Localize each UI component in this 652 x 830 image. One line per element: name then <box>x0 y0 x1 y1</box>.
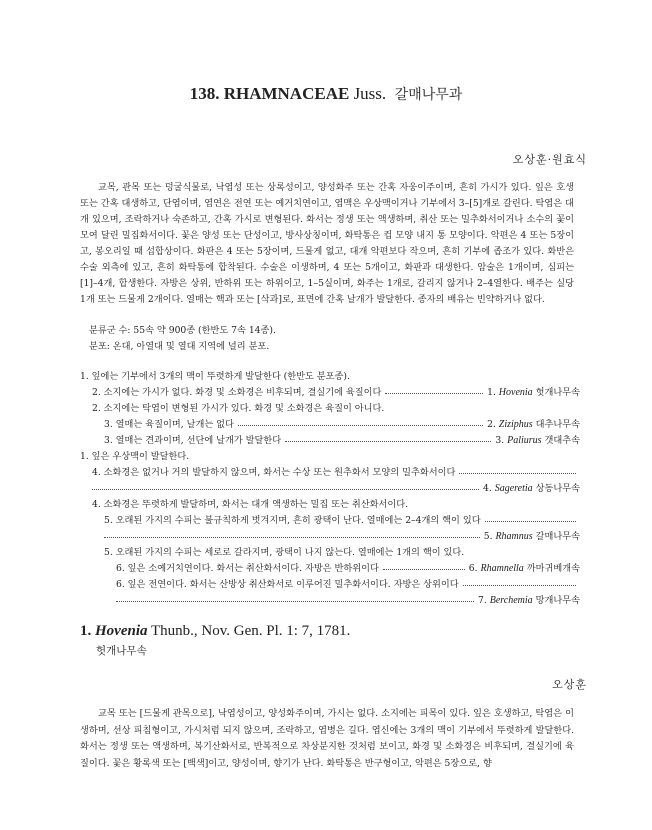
family-number-name: 138. RHAMNACEAE <box>189 84 350 103</box>
dot-leader <box>92 489 479 490</box>
key-line: 3. 열매는 육질이며, 날개는 없다 2. Ziziphus 대추나무속 <box>80 414 580 430</box>
genus-title <box>80 623 350 640</box>
key-line: 6. 잎은 소예거치연이다. 화서는 취산화서이다. 자방은 반하위이다 6. Rhamnella 까마귀베개속 <box>80 558 580 574</box>
key-line: 2. 소지에는 가시가 없다. 화경 및 소화경은 비후되며, 결실기에 육질이다 1. Hovenia 헛개나무속 <box>80 382 580 398</box>
dot-leader <box>463 585 576 586</box>
key-result: 1. Hovenia 헛개나무속 <box>487 387 580 398</box>
genus-korean-name: 헛개나무속 <box>96 645 147 657</box>
family-authors: 오상훈·원효식 <box>512 153 587 166</box>
taxa-count: 분류군 수: 55속 약 900종 (한반도 7속 14종). <box>89 325 276 336</box>
key-line-continued <box>80 478 580 494</box>
key-result: 7. Berchemia 망개나무속 <box>478 595 580 606</box>
dot-leader <box>285 441 491 442</box>
dot-leader <box>116 601 474 602</box>
key-line: 5. 오래된 가지의 수피는 세로로 갈라지며, 광택이 나지 않는다. 열매에는 1개의 핵이 있다. <box>104 547 465 558</box>
identification-key <box>80 366 580 606</box>
genus-citation: Thunb., Nov. Gen. Pl. 1: 7, 1781. <box>150 623 351 639</box>
dot-leader <box>459 473 576 474</box>
key-line: 4. 소화경은 없거나 거의 발달하지 않으며, 화서는 수상 또는 원추화서 모양의 밀추화서이다 <box>80 462 580 478</box>
family-description: 교목, 관목 또는 덩굴식물로, 낙엽성 또는 상록성이고, 양성화주 또는 간혹 자웅이주이며, 흔히 가시가 있다. 잎은 호생 또는 간혹 대생하고, 단엽이며, 엽연은 전연 또는 예거치연이고, 엽맥은 우상맥이거나 기부에서 3–[5]개로 갈린다. 탁엽은 대개 있으며, 조락하거나 숙존하고, 간혹 가시로 변형된다. 화서는 정생 또는 액생하며, 취산 또는 밀추화서이거나 소수의 꽃이 모여 달린 밀집화서이다. 꽃은 양성 또는 단성이고, 방사상칭이며, 화탁통은 컵 모양 내지 통 모양이다. 악편은 4 또는 5장이고, 봉오리일 때 섭합상이다. 화판은 4 또는 5장이며, 드물게 없고, 대개 악편보다 작으며, 흔히 기부에 좁조가 있다. 화반은 수술 외측에 있고, 흔히 화탁통에 합착된다. 수술은 이생하며, 4 또는 5개이고, 화판과 대생한다. 암술은 1개이며, 심피는 [1]–4개, 합생한다. 자방은 상위, 반하위 또는 하위이고, 1–5실이며, 화주는 1개로, 갈리지 않거나 2–4열한다. 배주는 실당 1개 또는 드물게 2개이다. 열매는 핵과 또는 [삭과]로, 표면에 간혹 날개가 발달한다. 종자의 배유는 빈약하거나 없다. <box>80 182 574 305</box>
family-authority: Juss. <box>353 84 387 103</box>
distribution: 분포: 온대, 아열대 및 열대 지역에 널리 분포. <box>89 341 270 352</box>
key-line-continued <box>80 526 580 542</box>
key-line: 2. 소지에는 탁엽이 변형된 가시가 있다. 화경 및 소화경은 육질이 아니다. <box>92 403 385 414</box>
family-title <box>0 84 652 104</box>
key-result: 5. Rhamnus 갈매나무속 <box>483 531 580 542</box>
key-result: 3. Paliurus 갯대추속 <box>495 435 580 446</box>
dot-leader <box>385 393 483 394</box>
key-line: 5. 오래된 가지의 수피는 불규칙하게 벗겨지며, 흔히 광택이 난다. 열매에는 2–4개의 핵이 있다 <box>80 510 580 526</box>
dot-leader <box>238 425 483 426</box>
key-line: 4. 소화경은 뚜렷하게 발달하며, 화서는 대개 액생하는 밀집 또는 취산화서이다. <box>92 499 409 510</box>
genus-number: 1. <box>80 623 92 639</box>
genus-author: 오상훈 <box>552 678 587 691</box>
key-line-continued <box>80 590 580 606</box>
key-result: 4. Sageretia 상동나무속 <box>483 483 580 494</box>
dot-leader <box>383 569 465 570</box>
key-result: 2. Ziziphus 대추나무속 <box>487 419 580 430</box>
key-result: 6. Rhamnella 까마귀베개속 <box>468 563 580 574</box>
key-line: 1. 잎은 우상맥이 발달한다. <box>80 451 190 462</box>
dot-leader <box>104 537 480 538</box>
genus-description: 교목 또는 [드물게 관목으로], 낙엽성이고, 양성화주이며, 가시는 없다. 소지에는 피목이 있다. 잎은 호생하고, 탁엽은 이생하며, 선상 피침형이고, 가시처럼 되지 않으며, 조락하고, 엽병은 길다. 엽신에는 3개의 맥이 기부에서 뚜렷하게 발달한다. 화서는 정생 또는 액생하며, 복기산화서로, 반복적으로 차상분지한 것처럼 보이고, 화경 및 소화경은 비후되며, 결실기에 육질이다. 꽃은 황록색 또는 [백색]이고, 양성이며, 향기가 난다. 화탁통은 반구형이고, 악편은 5장으로, 향 <box>80 708 574 769</box>
genus-name: Hovenia <box>95 623 148 639</box>
key-line: 1. 잎에는 기부에서 3개의 맥이 뚜렷하게 발달한다 (한반도 분포종). <box>80 371 350 382</box>
key-line: 3. 열매는 견과이며, 선단에 날개가 발달한다 3. Paliurus 갯대추속 <box>80 430 580 446</box>
dot-leader <box>485 521 576 522</box>
key-line: 6. 잎은 전연이다. 화서는 산방상 취산화서로 이루어진 밀추화서이다. 자방은 상위이다 <box>80 574 580 590</box>
family-korean-name: 갈매나무과 <box>394 87 463 103</box>
